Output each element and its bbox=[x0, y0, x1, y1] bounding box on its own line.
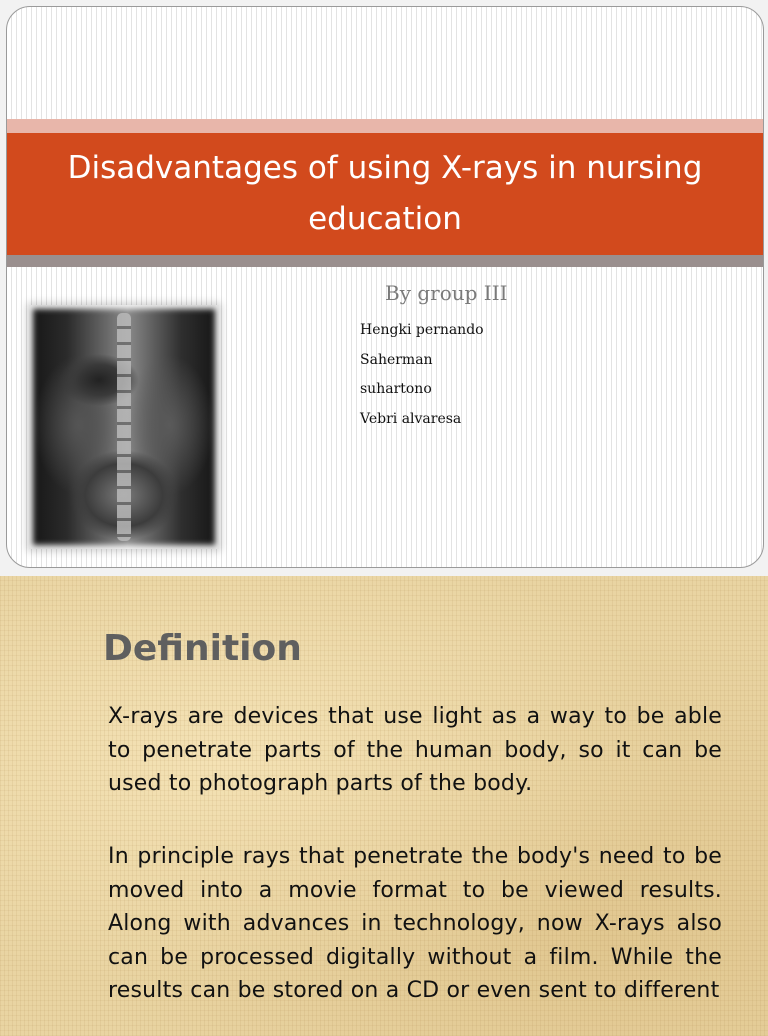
definition-paragraph: In principle rays that penetrate the body's need to be moved into a movie format to be viewed results. Along with advances in technology, now X-rays also can be processed digitally without a film. While the results can be stored on a CD or even sent to different bbox=[108, 844, 722, 1003]
title-top-stripe bbox=[7, 119, 763, 133]
definition-slide bbox=[0, 576, 768, 1036]
xray-spine bbox=[117, 313, 131, 541]
member-name: Hengki pernando bbox=[360, 322, 484, 338]
title-slide bbox=[6, 6, 764, 568]
member-name: suhartono bbox=[360, 381, 432, 397]
member-name: Vebri alvaresa bbox=[360, 410, 462, 427]
definition-heading: Definition bbox=[103, 628, 302, 669]
title-band bbox=[7, 133, 763, 255]
member-list bbox=[360, 319, 484, 437]
title-bottom-stripe bbox=[7, 255, 763, 267]
member-name: Saherman bbox=[360, 351, 433, 368]
slide-title: Disadvantages of using X-rays in nursing education bbox=[67, 150, 703, 237]
xray-image bbox=[29, 305, 219, 549]
definition-paragraph: X-rays are devices that use light as a way to be able to penetrate parts of the human body, so it can be used to photograph parts of the body. bbox=[108, 704, 722, 796]
group-title: By group III bbox=[385, 281, 508, 305]
